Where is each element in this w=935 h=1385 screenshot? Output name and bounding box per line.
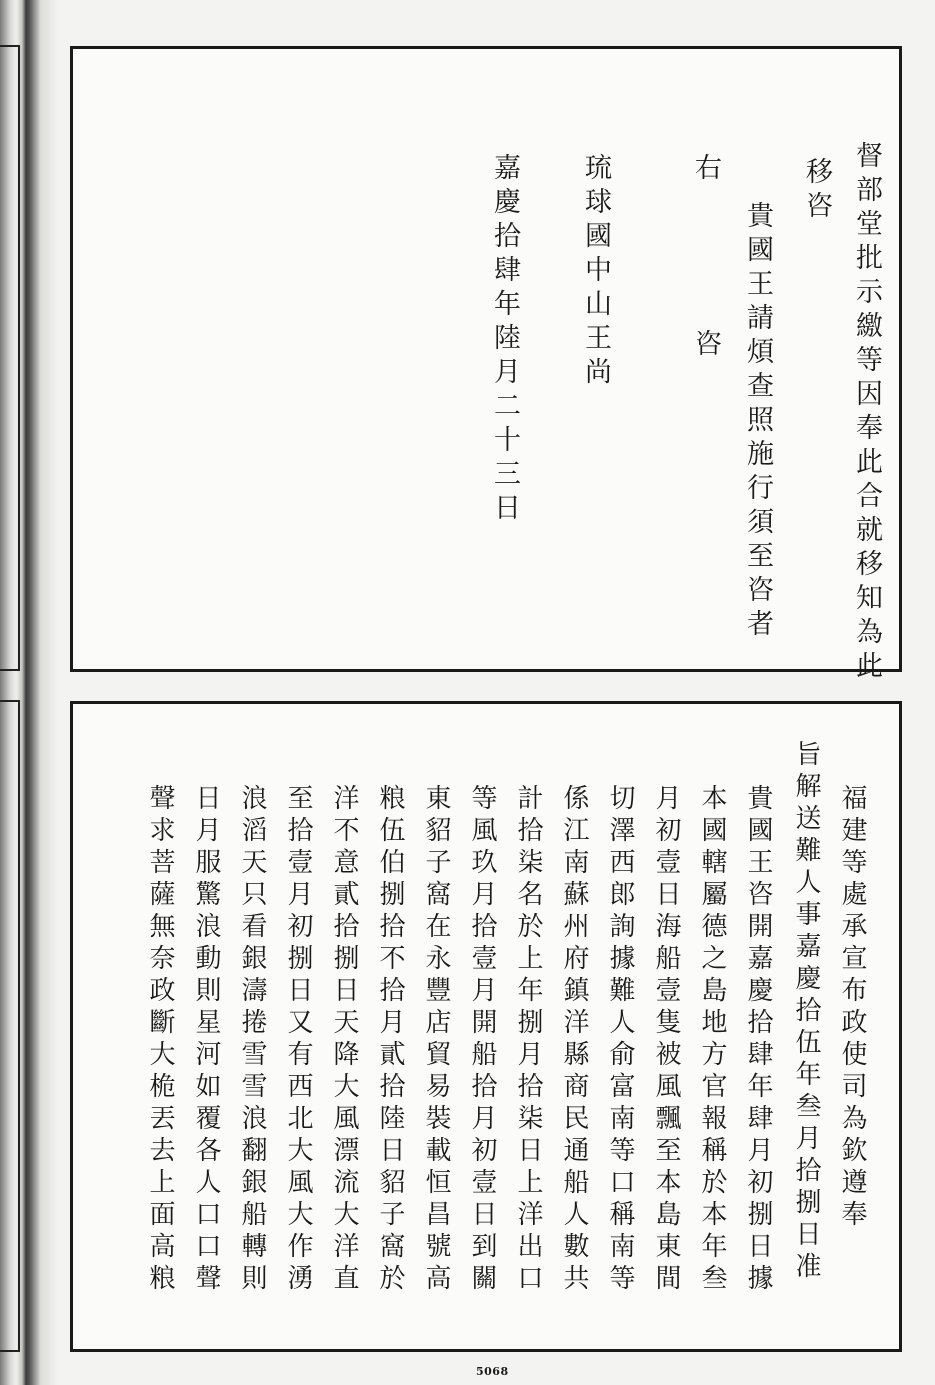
- facing-page-border-top: [0, 45, 20, 671]
- text-column: 日月服驚浪動則星河如覆各人口口聲: [191, 784, 221, 1296]
- text-column: 月初壹日海船壹隻被風飄至本島東間: [651, 784, 681, 1296]
- text-column: 洋不意貳拾捌日天降大風漂流大洋直: [329, 784, 359, 1296]
- upper-document-panel: [70, 46, 902, 685]
- text-column: 計拾柒名於上年捌月拾柒日上洋出口: [513, 784, 543, 1296]
- text-column: 督部堂批示繳等因奉此合就移知為此: [851, 141, 882, 685]
- text-column: 本國轄屬德之島地方官報稱於本年叁: [697, 784, 727, 1296]
- text-column: 至拾壹月初捌日又有西北大風大作湧: [283, 784, 313, 1296]
- page-number: 5068: [476, 1365, 509, 1378]
- text-column: 聲求菩薩無奈政斷大桅丟去上面高粮: [145, 784, 175, 1296]
- text-column: 貴國王請煩查照施行須至咨者: [742, 201, 773, 643]
- text-column: 移咨: [801, 157, 832, 225]
- date-column: 嘉慶拾肆年陸月二十三日: [489, 153, 520, 527]
- text-column: 福建等處承宣布政使司為欽遵奉: [837, 784, 867, 1232]
- text-column: 粮伍伯捌拾不拾月貳拾陸日貂子窩於: [375, 784, 405, 1296]
- text-column: 等風玖月拾壹月開船拾月初壹日到關: [467, 784, 497, 1296]
- facing-page-border-bottom: [0, 700, 20, 1352]
- text-column: 浪滔天只看銀濤捲雪雪浪翻銀船轉則: [237, 784, 267, 1296]
- text-column: 右: [690, 153, 721, 187]
- text-column: 東貂子窩在永豐店貿易裝載恒昌號高: [421, 784, 451, 1296]
- text-column: 切澤西郎詢據難人俞富南等口稱南等: [605, 784, 635, 1296]
- lower-document-panel: [70, 701, 902, 1352]
- text-column: 貴國王咨開嘉慶拾肆年肆月初捌日據: [743, 784, 773, 1296]
- text-column: 係江南蘇州府鎮洋縣商民通船人數共: [559, 784, 589, 1296]
- text-column: 咨: [690, 329, 721, 363]
- text-column: 琉球國中山王尚: [580, 153, 611, 391]
- text-column: 旨解送難人事嘉慶拾伍年叁月拾捌日准: [791, 740, 821, 1284]
